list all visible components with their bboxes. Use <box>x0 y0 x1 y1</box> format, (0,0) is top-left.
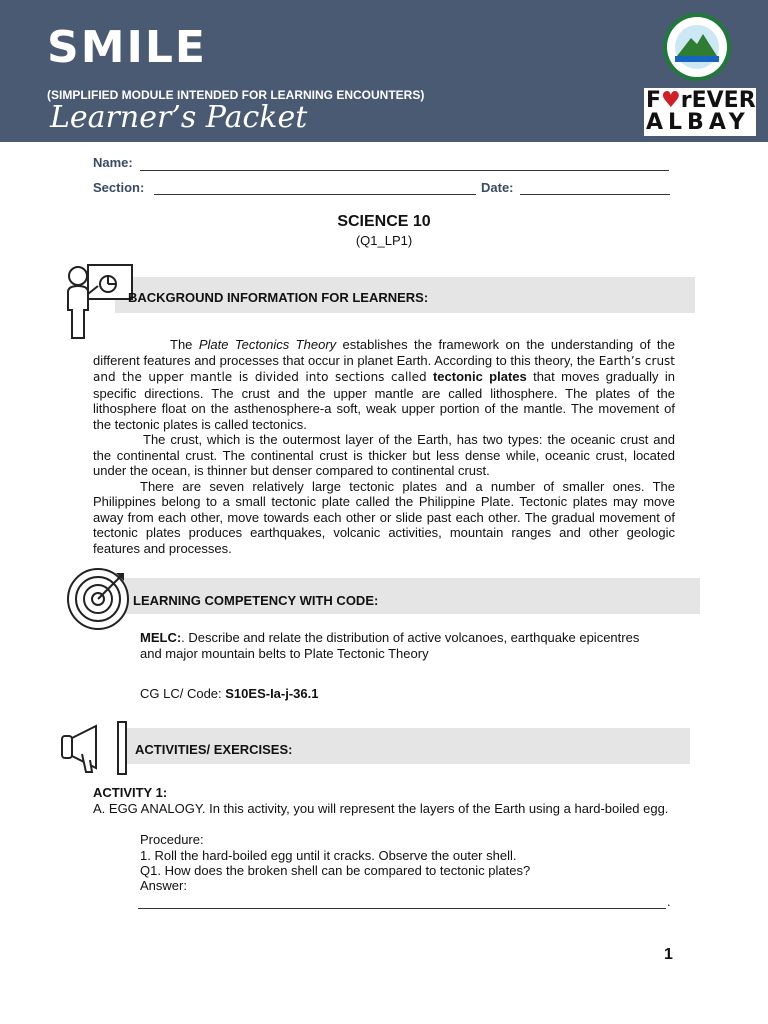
name-line[interactable] <box>140 170 669 171</box>
date-label: Date: <box>481 180 514 195</box>
forever-albay-logo: F♥rEVER ALBAY <box>646 88 756 135</box>
answer-line[interactable] <box>138 908 666 909</box>
section-label: Section: <box>93 180 145 195</box>
section-line[interactable] <box>154 194 476 195</box>
answer-end: . <box>667 894 671 909</box>
competency-heading: LEARNING COMPETENCY WITH CODE: <box>133 593 379 608</box>
module-title: SMILE <box>47 22 207 73</box>
activities-heading: ACTIVITIES/ EXERCISES: <box>135 742 293 757</box>
learners-packet-title: Learner’s Packet <box>50 100 308 135</box>
page-number: 1 <box>664 946 673 963</box>
date-line[interactable] <box>520 194 670 195</box>
subject-title: SCIENCE 10 <box>337 213 431 230</box>
activity-title: ACTIVITY 1: <box>93 785 168 800</box>
cg-code: CG LC/ Code: S10ES-Ia-j-36.1 <box>140 686 319 701</box>
target-icon <box>66 568 132 630</box>
header-banner <box>0 0 768 142</box>
background-heading: BACKGROUND INFORMATION FOR LEARNERS: <box>128 290 429 305</box>
megaphone-icon <box>60 720 132 776</box>
procedure-label: Procedure: <box>140 832 204 847</box>
question-1: Q1. How does the broken shell can be compared to tectonic plates? <box>140 863 531 878</box>
subject-code: (Q1_LP1) <box>355 233 413 248</box>
module-subtitle: (SIMPLIFIED MODULE INTENDED FOR LEARNING ENCOUNTERS) <box>47 88 425 102</box>
activity-intro: A. EGG ANALOGY. In this activity, you will represent the layers of the Earth using a hard-boiled egg. <box>93 801 669 816</box>
deped-seal-logo <box>655 12 739 82</box>
background-text: The Plate Tectonics Theory establishes the framework on the understanding of the different features and processes that occur in planet Earth. According to this theory, the Earth’s crust and the upper mantle is divided into sections called tectonic plates that moves gradually in specific directions. The crust and the upper mantle are called lithosphere. The plates of the lithosphere float on the asthenosphere-a soft, weak upper portion of the mantle. The movement of the tectonic plates is called tectonics. The crust, which is the outermost layer of the Earth, has two types: the oceanic crust and the continental crust. The continental crust is thicker but less dense while, oceanic crust, located under the ocean, is thinner but denser compared to continental crust. There are seven relatively large tectonic plates and a number of smaller ones. The Philippines belong to a small tectonic plate called the Philippine Plate. Tectonic plates may move away from each other, move towards each other or slide past each other. The gradual movement of tectonic plates produces earthquakes, volcanic activities, mountain ranges and other geologic features and processes. <box>93 337 676 556</box>
procedure-step-1: 1. Roll the hard-boiled egg until it cracks. Observe the outer shell. <box>140 848 517 863</box>
melc-text: MELC:. Describe and relate the distribution of active volcanoes, earthquake epicentres and major mountain belts to Plate Tectonic Theory <box>140 630 640 661</box>
answer-label: Answer: <box>140 878 187 893</box>
name-label: Name: <box>93 155 133 170</box>
